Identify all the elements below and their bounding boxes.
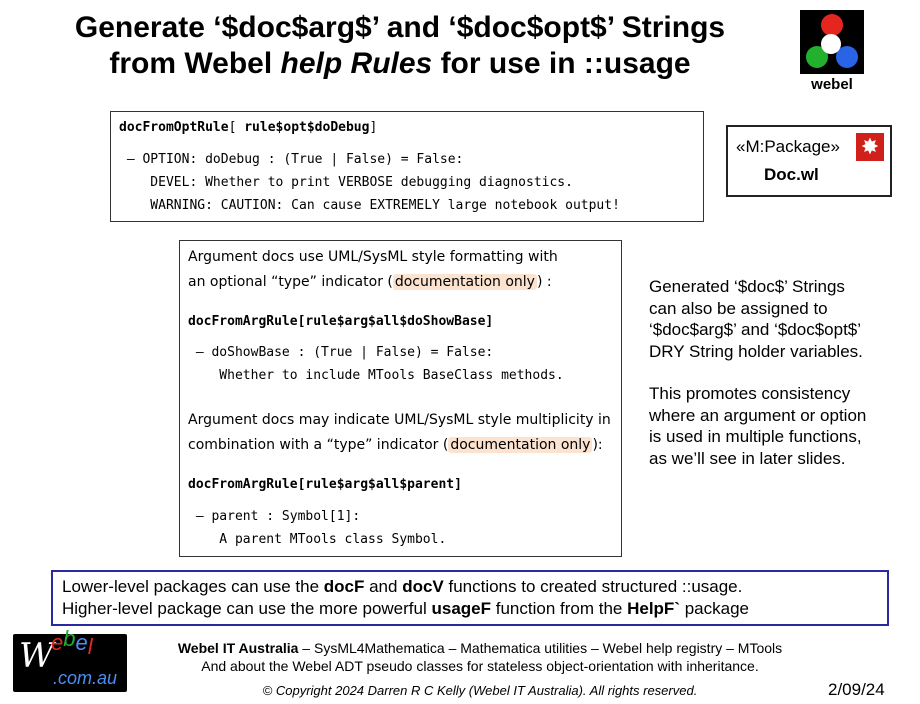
side-p1-line-1: Generated ‘$doc$’ Strings	[649, 277, 845, 296]
logo-e2: e	[75, 630, 88, 655]
logo-w: W	[19, 636, 54, 676]
summary-l2-e: package	[679, 599, 749, 618]
arg-code2-header	[188, 477, 462, 492]
summary-l1-b: docF	[323, 577, 365, 596]
side-p1-line-2: can also be assigned to	[649, 298, 828, 318]
arg-code2-fn: docFromArgRule	[188, 477, 298, 492]
side-p2-line-1: This promotes consistency	[649, 384, 851, 403]
title-line-2-italic: help Rules	[280, 47, 433, 80]
arg-p2-pre: combination with a “type” indicator (	[188, 437, 449, 453]
arg-code2-line-2: A parent MTools class Symbol.	[188, 532, 447, 547]
side-p2-line-2: where an argument or option	[649, 405, 867, 425]
opt-rule-line-3: WARNING: CAUTION: Can cause EXTREMELY large notebook output!	[119, 198, 620, 213]
opt-rule-line-2: DEVEL: Whether to print VERBOSE debugging diagnostics.	[119, 175, 573, 190]
side-spacer	[649, 362, 909, 383]
summary-line-1	[62, 576, 742, 598]
slide-date: 2/09/24	[828, 680, 885, 699]
arg-p2-highlight: documentation only	[450, 437, 591, 453]
arg-code1-header	[188, 314, 493, 329]
arg-code2-line-1: – parent : Symbol[1]:	[188, 509, 361, 524]
side-p2-line-4: as we’ll see in later slides.	[649, 448, 846, 468]
side-p2-line-3: is used in multiple functions,	[649, 427, 862, 446]
package-box	[726, 125, 892, 197]
webel-logo-text: webel	[811, 76, 853, 93]
arg-code1-fn: docFromArgRule	[188, 314, 298, 329]
logo-b: b	[63, 626, 76, 651]
side-p1-line-3: ‘$doc$arg$’ and ‘$doc$opt$’	[649, 320, 862, 339]
footer-line-1-rest: – SysML4Mathematica – Mathematica utilities – Webel help registry – MTools	[298, 640, 783, 656]
opt-rule-code-box	[110, 111, 704, 222]
summary-l2-d: HelpF`	[627, 599, 680, 618]
arg-p2-line-1: Argument docs may indicate UML/SysML style multiplicity in	[188, 412, 611, 428]
footer-org: Webel IT Australia	[177, 640, 299, 656]
arg-p1-line-2	[188, 274, 552, 290]
arg-p2-post: ):	[592, 437, 603, 453]
summary-l2-b: usageF	[431, 599, 492, 618]
title-line-2-pre: from Webel	[109, 47, 281, 80]
summary-l1-d: docV	[402, 577, 444, 596]
logo-l: l	[87, 634, 93, 659]
summary-line-2	[62, 598, 749, 620]
webel-logo-icon	[800, 10, 864, 74]
opt-rule-line-1: – OPTION: doDebug : (True | False) = False:	[119, 152, 464, 167]
arg-p1-highlight: documentation only	[394, 274, 535, 290]
opt-rule-close: ]	[369, 120, 378, 135]
arg-p1-post: ) :	[536, 274, 552, 290]
arg-code1-arg: [rule$arg$all$doShowBase]	[297, 314, 494, 329]
arg-p1-line-1: Argument docs use UML/SysML style formatting with	[188, 249, 558, 265]
logo-rest	[51, 626, 93, 660]
package-stereotype: «M:Package»	[736, 137, 840, 156]
red-dot-icon	[821, 14, 843, 36]
logo-e: e	[51, 630, 64, 655]
slide-title	[0, 10, 800, 82]
white-dot-icon	[821, 34, 841, 54]
arg-code2-arg: [rule$arg$all$parent]	[297, 477, 462, 492]
summary-l1-e: functions to created structured ::usage.	[443, 577, 743, 596]
footer-line-1	[140, 640, 820, 656]
opt-rule-header	[119, 120, 377, 135]
title-line-2	[0, 46, 800, 82]
summary-l2-c: function from the	[491, 599, 628, 618]
mathematica-star-icon: ✸	[856, 133, 884, 161]
arg-code1-line-1: – doShowBase : (True | False) = False:	[188, 345, 494, 360]
summary-box	[51, 570, 889, 626]
title-line-1: Generate ‘$doc$arg$’ and ‘$doc$opt$’ Strings	[74, 11, 726, 44]
summary-l1-c: and	[364, 577, 403, 596]
footer-line-2: And about the Webel ADT pseudo classes for stateless object-orientation with inheritance.	[201, 658, 759, 674]
opt-rule-bracket: [	[228, 120, 237, 135]
summary-l2-a: Higher-level package can use the more powerful	[62, 599, 432, 618]
webel-com-au-logo	[13, 626, 127, 692]
package-name: Doc.wl	[764, 165, 819, 184]
side-p1-line-4: DRY String holder variables.	[649, 341, 863, 361]
arg-code1-line-2: Whether to include MTools BaseClass methods.	[188, 368, 564, 383]
logo-com: .com.au	[53, 668, 118, 688]
side-note	[649, 276, 909, 469]
opt-rule-fn: docFromOptRule	[119, 120, 229, 135]
title-line-2-post: for use in ::usage	[432, 47, 691, 80]
arg-p1-pre: an optional “type” indicator (	[188, 274, 393, 290]
copyright: © Copyright 2024 Darren R C Kelly (Webel IT Australia). All rights reserved.	[262, 683, 698, 698]
summary-l1-a: Lower-level packages can use the	[62, 577, 324, 596]
arg-rule-box	[179, 240, 622, 557]
opt-rule-arg: rule$opt$doDebug	[236, 120, 370, 135]
arg-p2-line-2	[188, 437, 603, 453]
